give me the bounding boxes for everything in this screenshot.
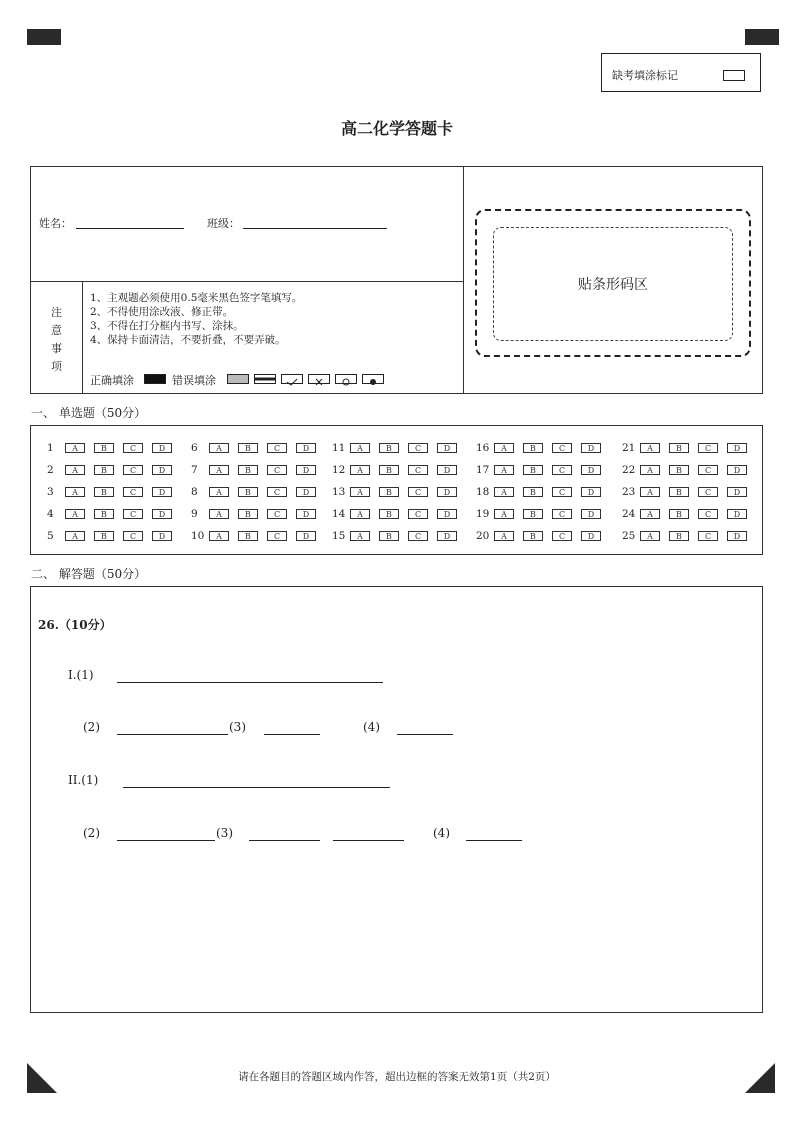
wrong-fill-half [254, 374, 276, 384]
mc-question-number: 5 [47, 530, 54, 542]
mc-option-bubble[interactable]: D [152, 509, 172, 519]
mc-question-number: 14 [332, 508, 346, 520]
mc-option-bubble[interactable]: A [494, 531, 514, 541]
mc-option-bubble[interactable]: A [494, 465, 514, 475]
mc-question-number: 13 [332, 486, 346, 498]
q26-part2-4-answer-line[interactable] [466, 840, 522, 841]
q26-part2-2-label: (2) [83, 826, 100, 840]
wrong-fill-cross-icon [308, 374, 330, 384]
wrong-fill-check-icon [281, 374, 303, 384]
mc-option-bubble[interactable]: B [523, 465, 543, 475]
mc-question-number: 23 [622, 486, 636, 498]
mc-option-bubble[interactable]: A [350, 443, 370, 453]
mc-option-bubble[interactable]: B [669, 465, 689, 475]
mc-option-bubble[interactable]: D [727, 487, 747, 497]
mc-option-bubble[interactable]: B [238, 465, 258, 475]
barcode-inner-area [493, 227, 733, 341]
mc-question-row [47, 464, 181, 476]
q26-part2-4-label: (4) [433, 826, 450, 840]
divider [31, 281, 463, 282]
mc-option-bubble[interactable]: B [379, 487, 399, 497]
multiple-choice-grid [30, 425, 763, 555]
mc-option-bubble[interactable]: A [350, 487, 370, 497]
mc-option-bubble[interactable]: D [296, 531, 316, 541]
mc-question-number: 4 [47, 508, 54, 520]
mc-option-bubble[interactable]: A [494, 509, 514, 519]
mc-option-bubble[interactable]: D [296, 487, 316, 497]
student-info-panel [30, 166, 763, 394]
mc-option-bubble[interactable]: D [727, 531, 747, 541]
mc-option-bubble[interactable]: C [698, 531, 718, 541]
mc-option-bubble[interactable]: B [238, 509, 258, 519]
mc-option-bubble[interactable]: D [437, 465, 457, 475]
name-field[interactable] [76, 228, 184, 229]
mc-option-bubble[interactable]: C [698, 443, 718, 453]
mc-question-row [191, 464, 325, 476]
mc-option-bubble[interactable]: D [152, 531, 172, 541]
mc-option-bubble[interactable]: A [350, 531, 370, 541]
mc-option-bubble[interactable]: C [408, 443, 428, 453]
mc-question-number: 19 [476, 508, 490, 520]
mc-option-bubble[interactable]: B [523, 443, 543, 453]
mc-question-number: 7 [191, 464, 198, 476]
mc-option-bubble[interactable]: D [152, 465, 172, 475]
absent-mark-checkbox[interactable] [723, 70, 745, 81]
class-label: 班级： [207, 217, 240, 230]
mc-question-row [332, 508, 466, 520]
mc-option-bubble[interactable]: A [640, 487, 660, 497]
mc-question-number: 3 [47, 486, 54, 498]
mc-option-bubble[interactable]: A [65, 487, 85, 497]
mc-option-bubble[interactable]: D [581, 487, 601, 497]
q26-part1-2-label: (2) [83, 720, 100, 734]
mc-option-bubble[interactable]: C [552, 509, 572, 519]
mc-option-bubble[interactable]: D [152, 443, 172, 453]
rule-3: 3、不得在打分框内书写、涂抹。 [90, 320, 244, 332]
mc-question-number: 20 [476, 530, 490, 542]
wrong-fill-label: 错误填涂 [172, 374, 216, 387]
q26-part1-4-label: (4) [363, 720, 380, 734]
mc-question-row [332, 486, 466, 498]
mc-option-bubble[interactable]: C [698, 465, 718, 475]
class-field[interactable] [243, 228, 387, 229]
wrong-fill-circle-icon [335, 374, 357, 384]
mc-option-bubble[interactable]: D [437, 487, 457, 497]
mc-question-row [476, 508, 610, 520]
mc-question-row [476, 486, 610, 498]
q26-part1-1-label: I.(1) [68, 668, 94, 682]
mc-question-number: 6 [191, 442, 198, 454]
mc-question-row [622, 530, 756, 542]
mc-option-bubble[interactable]: B [669, 487, 689, 497]
mc-question-number: 21 [622, 442, 636, 454]
absent-mark-label: 缺考填涂标记 [612, 69, 678, 82]
mc-option-bubble[interactable]: C [123, 509, 143, 519]
barcode-area [475, 209, 751, 357]
q26-part1-2-answer-line[interactable] [117, 734, 228, 735]
mc-option-bubble[interactable]: B [379, 465, 399, 475]
mc-option-bubble[interactable]: C [267, 443, 287, 453]
mc-question-row [47, 442, 181, 454]
mc-question-number: 2 [47, 464, 54, 476]
mc-option-bubble[interactable]: C [408, 487, 428, 497]
mc-option-bubble[interactable]: A [209, 487, 229, 497]
notice-char: 项 [51, 360, 62, 373]
mc-question-row [191, 486, 325, 498]
rule-4: 4、保持卡面清洁，不要折叠，不要弄破。 [90, 334, 286, 346]
mc-question-row [622, 486, 756, 498]
mc-option-bubble[interactable]: C [698, 509, 718, 519]
notice-char: 事 [51, 342, 62, 355]
mc-option-bubble[interactable]: A [640, 509, 660, 519]
mc-option-bubble[interactable]: C [123, 443, 143, 453]
mc-question-number: 17 [476, 464, 490, 476]
mc-question-row [191, 442, 325, 454]
absent-mark-box [601, 53, 761, 92]
mc-question-row [476, 464, 610, 476]
mc-option-bubble[interactable]: B [669, 443, 689, 453]
mc-question-row [47, 486, 181, 498]
mc-option-bubble[interactable]: A [65, 531, 85, 541]
mc-question-row [47, 530, 181, 542]
mc-option-bubble[interactable]: A [209, 531, 229, 541]
q26-part2-2-answer-line[interactable] [117, 840, 215, 841]
divider [82, 281, 83, 393]
correct-fill-label: 正确填涂 [90, 374, 134, 387]
mc-option-bubble[interactable]: A [494, 487, 514, 497]
mc-question-number: 18 [476, 486, 490, 498]
mc-option-bubble[interactable]: D [581, 443, 601, 453]
mc-option-bubble[interactable]: C [408, 465, 428, 475]
page-footer: 请在各题目的答题区域内作答，超出边框的答案无效第1页（共2页） [238, 1071, 556, 1083]
mc-question-number: 11 [332, 442, 346, 454]
mc-option-bubble[interactable]: B [238, 487, 258, 497]
mc-option-bubble[interactable]: B [523, 487, 543, 497]
mc-option-bubble[interactable]: C [552, 487, 572, 497]
wrong-fill-dot-icon [362, 374, 384, 384]
notice-char: 意 [51, 324, 62, 337]
mc-option-bubble[interactable]: C [267, 509, 287, 519]
mc-option-bubble[interactable]: B [94, 443, 114, 453]
mc-option-bubble[interactable]: C [267, 487, 287, 497]
mc-option-bubble[interactable]: B [379, 443, 399, 453]
mc-option-bubble[interactable]: B [94, 509, 114, 519]
mc-option-bubble[interactable]: D [152, 487, 172, 497]
mc-question-row [476, 442, 610, 454]
mc-question-number: 15 [332, 530, 346, 542]
mc-option-bubble[interactable]: A [350, 509, 370, 519]
mc-option-bubble[interactable]: D [296, 443, 316, 453]
mc-option-bubble[interactable]: A [65, 465, 85, 475]
mc-option-bubble[interactable]: D [581, 465, 601, 475]
mc-option-bubble[interactable]: B [94, 531, 114, 541]
wrong-fill-gray [227, 374, 249, 384]
mc-option-bubble[interactable]: A [65, 509, 85, 519]
mc-option-bubble[interactable]: D [296, 509, 316, 519]
q26-header: 26.（10分） [38, 618, 112, 632]
q26-part1-3-answer-line[interactable] [264, 734, 320, 735]
mc-option-bubble[interactable]: C [698, 487, 718, 497]
mc-option-bubble[interactable]: A [350, 465, 370, 475]
rule-2: 2、不得使用涂改液、修正带。 [90, 306, 234, 318]
barcode-label: 贴条形码区 [578, 277, 648, 293]
mc-option-bubble[interactable]: A [494, 443, 514, 453]
mc-option-bubble[interactable]: A [640, 443, 660, 453]
section-2-title: 二、 解答题（50分） [31, 567, 147, 581]
page-title: 高二化学答题卡 [340, 119, 453, 138]
mc-option-bubble[interactable]: C [552, 465, 572, 475]
mc-question-number: 12 [332, 464, 346, 476]
mc-option-bubble[interactable]: C [408, 509, 428, 519]
mc-option-bubble[interactable]: B [238, 531, 258, 541]
q26-part1-4-answer-line[interactable] [397, 734, 453, 735]
mc-question-number: 16 [476, 442, 490, 454]
mc-question-row [47, 508, 181, 520]
name-label: 姓名： [39, 217, 72, 230]
q26-part2-3b-answer-line[interactable] [333, 840, 404, 841]
mc-option-bubble[interactable]: B [94, 487, 114, 497]
q26-part2-1-answer-line[interactable] [123, 787, 390, 788]
mc-option-bubble[interactable]: D [581, 509, 601, 519]
section-1-title: 一、 单选题（50分） [31, 406, 147, 420]
divider [463, 167, 464, 393]
mc-option-bubble[interactable]: B [523, 509, 543, 519]
answer-area [30, 586, 763, 1013]
mc-option-bubble[interactable]: D [437, 509, 457, 519]
mc-question-row [191, 530, 325, 542]
mc-option-bubble[interactable]: B [669, 509, 689, 519]
mc-option-bubble[interactable]: D [581, 531, 601, 541]
mc-option-bubble[interactable]: C [408, 531, 428, 541]
top-left-alignment-marker [27, 29, 61, 45]
q26-part1-1-answer-line[interactable] [117, 682, 383, 683]
mc-option-bubble[interactable]: A [640, 465, 660, 475]
mc-option-bubble[interactable]: D [727, 443, 747, 453]
mc-option-bubble[interactable]: B [94, 465, 114, 475]
mc-option-bubble[interactable]: D [437, 531, 457, 541]
mc-question-number: 10 [191, 530, 205, 542]
mc-question-row [622, 464, 756, 476]
mc-option-bubble[interactable]: C [552, 531, 572, 541]
mc-option-bubble[interactable]: C [123, 487, 143, 497]
mc-option-bubble[interactable]: C [267, 531, 287, 541]
q26-part2-1-label: II.(1) [68, 773, 99, 787]
mc-option-bubble[interactable]: D [296, 465, 316, 475]
mc-option-bubble[interactable]: C [123, 465, 143, 475]
q26-part2-3-label: (3) [216, 826, 233, 840]
mc-question-row [191, 508, 325, 520]
q26-part1-3-label: (3) [229, 720, 246, 734]
q26-part2-3a-answer-line[interactable] [249, 840, 320, 841]
mc-question-number: 1 [47, 442, 54, 454]
mc-option-bubble[interactable]: D [727, 509, 747, 519]
mc-option-bubble[interactable]: B [238, 443, 258, 453]
mc-option-bubble[interactable]: C [123, 531, 143, 541]
correct-fill-sample [144, 374, 166, 384]
mc-option-bubble[interactable]: C [552, 443, 572, 453]
mc-option-bubble[interactable]: C [267, 465, 287, 475]
mc-question-row [332, 442, 466, 454]
mc-question-row [476, 530, 610, 542]
top-right-alignment-marker [745, 29, 779, 45]
mc-option-bubble[interactable]: B [523, 531, 543, 541]
mc-option-bubble[interactable]: B [379, 531, 399, 541]
mc-question-number: 22 [622, 464, 636, 476]
mc-question-row [332, 530, 466, 542]
mc-question-row [622, 508, 756, 520]
mc-question-number: 25 [622, 530, 636, 542]
mc-option-bubble[interactable]: A [640, 531, 660, 541]
mc-question-row [622, 442, 756, 454]
notice-char: 注 [51, 306, 62, 319]
mc-option-bubble[interactable]: B [669, 531, 689, 541]
mc-option-bubble[interactable]: A [209, 443, 229, 453]
mc-option-bubble[interactable]: A [209, 465, 229, 475]
mc-option-bubble[interactable]: B [379, 509, 399, 519]
mc-question-row [332, 464, 466, 476]
mc-question-number: 24 [622, 508, 636, 520]
mc-option-bubble[interactable]: D [727, 465, 747, 475]
mc-option-bubble[interactable]: A [65, 443, 85, 453]
mc-question-number: 8 [191, 486, 198, 498]
mc-option-bubble[interactable]: A [209, 509, 229, 519]
mc-question-number: 9 [191, 508, 198, 520]
mc-option-bubble[interactable]: D [437, 443, 457, 453]
rule-1: 1、主观题必须使用0.5毫米黑色签字笔填写。 [90, 292, 303, 304]
